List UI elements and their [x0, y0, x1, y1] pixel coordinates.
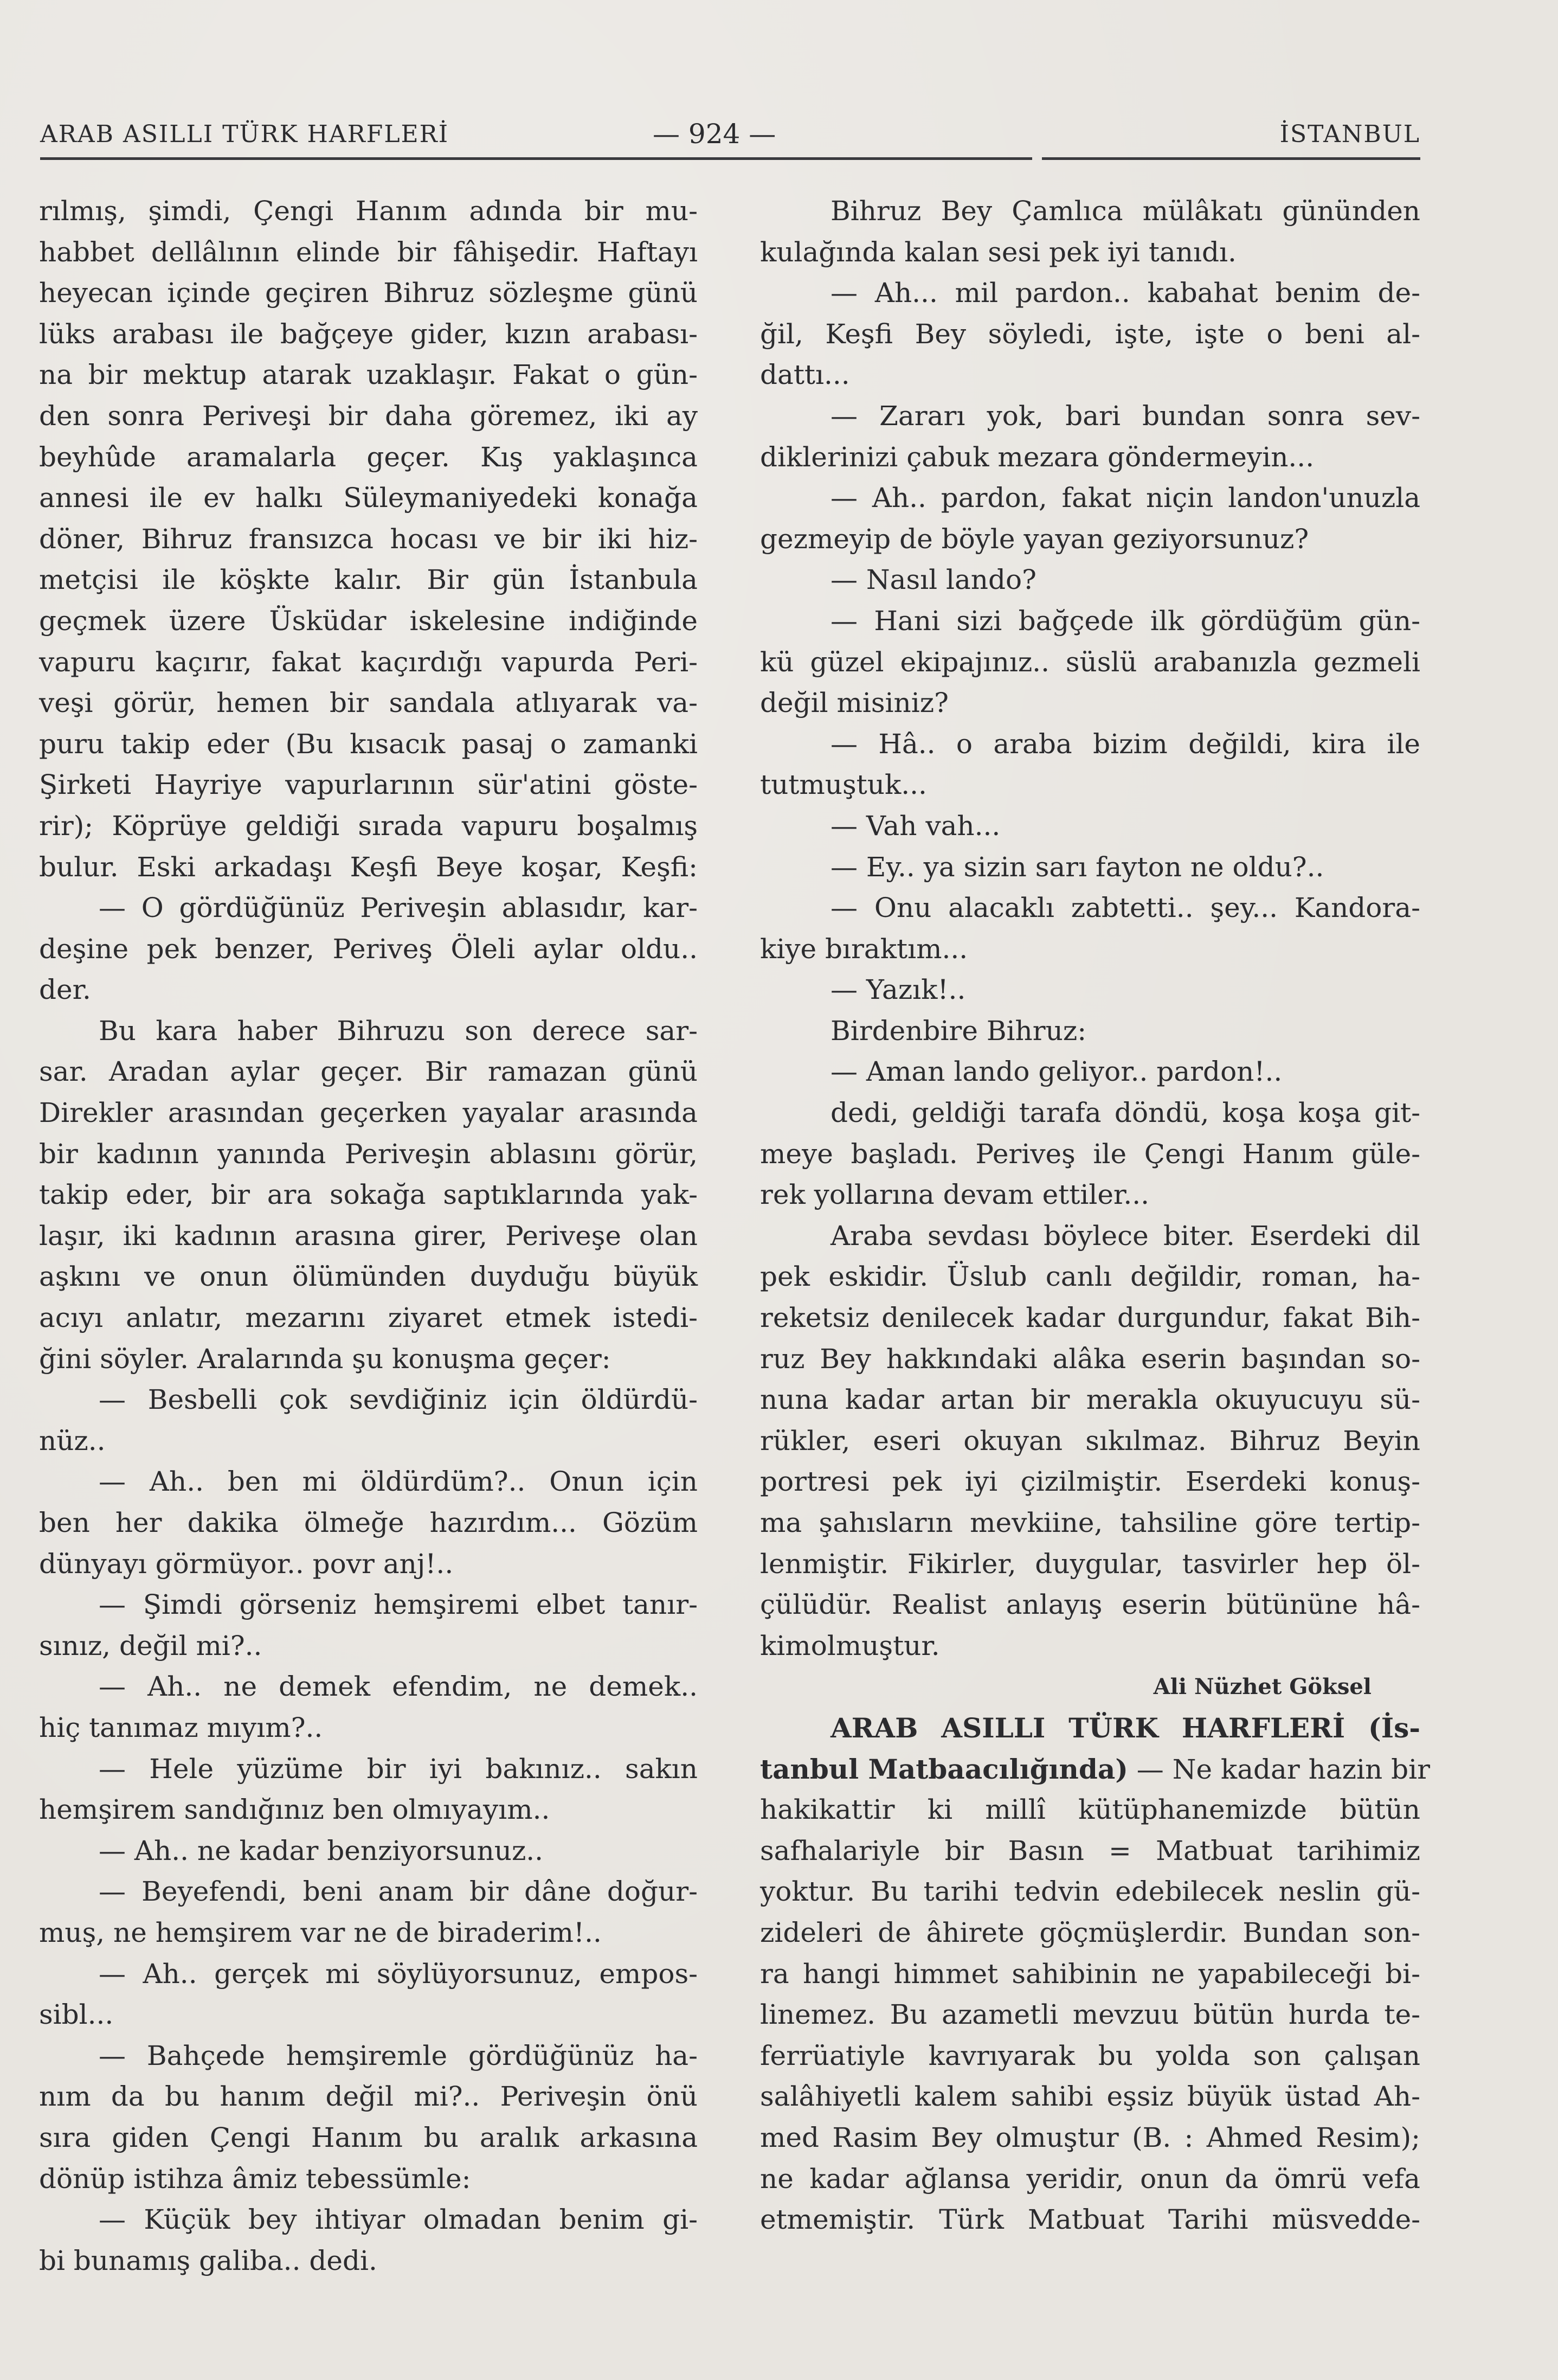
text-line: metçisi ile köşkte kalır. Bir gün İstanbula: [39, 564, 698, 596]
text-line: kulağında kalan sesi pek iyi tanıdı.: [760, 236, 1237, 268]
running-title: ARAB ASILLI TÜRK HARFLERİ: [40, 120, 449, 148]
text-line: — Ah... mil pardon.. kabahat benim de-: [830, 277, 1420, 309]
text-line: — Ah.. pardon, fakat niçin landon'unuzla: [830, 482, 1420, 514]
text-line: deşine pek benzer, Periveş Öleli aylar oldu..: [39, 933, 698, 965]
text-line: dattı...: [760, 359, 850, 391]
text-line: nüz..: [39, 1425, 106, 1457]
text-line: — Aman lando geliyor.. pardon!..: [830, 1056, 1283, 1088]
text-line: reketsiz denilecek kadar durgundur, fakat Bih-: [760, 1302, 1420, 1334]
text-line: rek yollarına devam ettiler...: [760, 1179, 1150, 1211]
text-line: aşkını ve onun ölümünden duyduğu büyük: [39, 1261, 698, 1293]
entry-text-line: ne kadar ağlansa yeridir, onun da ömrü vefa: [760, 2163, 1420, 2195]
text-line: — Ah.. ne kadar benziyorsunuz..: [99, 1834, 544, 1866]
text-line: — Zararı yok, bari bundan sonra sev-: [830, 400, 1420, 432]
text-line: nuna kadar artan bir merakla okuyucuyu sü-: [760, 1384, 1420, 1416]
text-line: na bir mektup atarak uzaklaşır. Fakat o gün-: [39, 359, 698, 391]
text-line: portresi pek iyi çizilmiştir. Eserdeki konuş-: [760, 1466, 1420, 1498]
text-line: nım da bu hanım değil mi?.. Periveşin önü: [39, 2081, 698, 2113]
entry-text-line: linemez. Bu azametli mevzuu bütün hurda te-: [760, 1999, 1420, 2031]
text-line: hiç tanımaz mıyım?..: [39, 1711, 323, 1743]
text-line: beyhûde aramalarla geçer. Kış yaklaşınca: [39, 441, 698, 473]
text-line: — Hele yüzüme bir iyi bakınız.. sakın: [99, 1753, 698, 1785]
text-line: sınız, değil mi?..: [39, 1630, 262, 1661]
text-line: Şirketi Hayriye vapurlarının sür'atini göste-: [39, 769, 698, 801]
entry-text-line: safhalariyle bir Basın = Matbuat tarihimiz: [760, 1834, 1420, 1866]
text-line: laşır, iki kadının arasına girer, Periveşe olan: [39, 1220, 698, 1252]
text-line: muş, ne hemşirem var ne de biraderim!..: [39, 1916, 602, 1948]
text-line: kü güzel ekipajınız.. süslü arabanızla gezmeli: [760, 646, 1420, 678]
text-line: — Ey.. ya sizin sarı fayton ne oldu?..: [830, 851, 1324, 883]
text-line: — Ah.. gerçek mi söylüyorsunuz, empos-: [99, 1958, 698, 1990]
text-line: sar. Aradan aylar geçer. Bir ramazan günü: [39, 1056, 698, 1088]
text-line: döner, Bihruz fransızca hocası ve bir iki hiz-: [39, 523, 698, 555]
text-line: ğil, Keşfi Bey söyledi, işte, işte o beni al-: [760, 318, 1420, 350]
text-line: kiye bıraktım...: [760, 933, 968, 965]
text-line: — Bahçede hemşiremle gördüğünüz ha-: [99, 2039, 698, 2071]
entry-text-line: hakikattir ki millî kütüphanemizde bütün: [760, 1794, 1420, 1826]
text-line: Direkler arasından geçerken yayalar arasında: [39, 1097, 698, 1129]
text-line: — O gördüğünüz Periveşin ablasıdır, kar-: [99, 892, 698, 924]
entry-body: [760, 1789, 1420, 2241]
entry-text-line: salâhiyetli kalem sahibi eşsiz büyük üstad Ah-: [760, 2081, 1420, 2113]
text-line: habbet dellâlının elinde bir fâhişedir. Haftayı: [39, 236, 698, 268]
page-header: [40, 114, 1420, 157]
running-place: İSTANBUL: [1279, 120, 1420, 148]
author-signature: Ali Nüzhet Göksel: [1153, 1674, 1372, 1700]
text-line: — Yazık!..: [830, 974, 966, 1006]
text-line: sibl...: [39, 1999, 114, 2031]
text-line: dönüp istihza âmiz tebessümle:: [39, 2163, 471, 2195]
text-line: acıyı anlatır, mezarını ziyaret etmek istedi-: [39, 1302, 698, 1334]
text-line: lenmiştir. Fikirler, duygular, tasvirler hep öl-: [760, 1548, 1420, 1580]
text-line: heyecan içinde geçiren Bihruz sözleşme günü: [39, 277, 698, 309]
text-line: meye başladı. Periveş ile Çengi Hanım güle-: [760, 1138, 1420, 1170]
entry-text-line: zideleri de âhirete göçmüşlerdir. Bundan son-: [760, 1916, 1420, 1948]
text-line: ben her dakika ölmeğe hazırdım... Gözüm: [39, 1507, 698, 1538]
text-line: — Vah vah...: [830, 810, 1001, 842]
text-line: — Hâ.. o araba bizim değildi, kira ile: [830, 728, 1420, 760]
text-line: rir); Köprüye geldiği sırada vapuru boşalmış: [39, 810, 698, 842]
page-number: — 924 —: [653, 118, 776, 150]
text-line: ruz Bey hakkındaki alâka eserin başından so-: [760, 1343, 1420, 1375]
right-column: [760, 191, 1430, 2241]
text-line: diklerinizi çabuk mezara göndermeyin...: [760, 441, 1315, 473]
text-line: — Nasıl lando?: [830, 564, 1036, 596]
entry-headword-continued: tanbul Matbaacılığında): [760, 1753, 1128, 1785]
text-line: annesi ile ev halkı Süleymaniyedeki konağa: [39, 482, 698, 514]
text-line: dünyayı görmüyor.. povr anj!..: [39, 1548, 454, 1580]
text-line: ma şahısların mevkiine, tahsiline göre tertip-: [760, 1507, 1420, 1538]
left-column: [39, 191, 698, 2281]
text-line: lüks arabası ile bağçeye gider, kızın arabası-: [39, 318, 698, 350]
text-line: — Ah.. ne demek efendim, ne demek..: [99, 1671, 698, 1703]
text-line: — Küçük bey ihtiyar olmadan benim gi-: [99, 2204, 698, 2236]
text-line: bulur. Eski arkadaşı Keşfi Beye koşar, Keşfi:: [39, 851, 698, 883]
text-line: den sonra Periveşi bir daha göremez, iki ay: [39, 400, 698, 432]
text-line: takip eder, bir ara sokağa saptıklarında yak-: [39, 1179, 698, 1211]
text-line: rılmış, şimdi, Çengi Hanım adında bir mu-: [39, 195, 698, 227]
text-line: sıra giden Çengi Hanım bu aralık arkasına: [39, 2121, 698, 2153]
text-line: değil misiniz?: [760, 687, 949, 719]
text-line: bir kadının yanında Periveşin ablasını görür,: [39, 1138, 698, 1170]
entry-text-line: etmemiştir. Türk Matbuat Tarihi müsvedde-: [760, 2204, 1420, 2236]
entry-text-line: ra hangi himmet sahibinin ne yapabileceği bi-: [760, 1958, 1420, 1990]
entry-headword: ARAB ASILLI TÜRK HARFLERİ (İs-: [830, 1711, 1420, 1744]
right-column-body: [760, 191, 1420, 1666]
text-line: der.: [39, 974, 91, 1006]
header-rule-right: [1042, 157, 1420, 160]
text-line: geçmek üzere Üsküdar iskelesine indiğinde: [39, 605, 698, 637]
text-line: tutmuştuk...: [760, 769, 927, 801]
text-line: Bihruz Bey Çamlıca mülâkatı gününden: [830, 195, 1420, 227]
text-line: — Onu alacaklı zabtetti.. şey... Kandora-: [830, 892, 1420, 924]
encyclopedia-entry: [760, 1708, 1430, 2241]
entry-second-line-text: — Ne kadar hazin bir: [1128, 1753, 1430, 1785]
text-line: dedi, geldiği tarafa döndü, koşa koşa git-: [830, 1097, 1420, 1129]
text-line: vapuru kaçırır, fakat kaçırdığı vapurda Peri-: [39, 646, 698, 678]
text-line: Araba sevdası böylece biter. Eserdeki dil: [830, 1220, 1420, 1252]
text-line: — Besbelli çok sevdiğiniz için öldürdü-: [99, 1384, 698, 1416]
text-line: veşi görür, hemen bir sandala atlıyarak va-: [39, 687, 698, 719]
text-line: rükler, eseri okuyan sıkılmaz. Bihruz Beyin: [760, 1425, 1420, 1457]
entry-second-line: [760, 1749, 1430, 1790]
text-line: gezmeyip de böyle yayan geziyorsunuz?: [760, 523, 1309, 555]
text-line: kimolmuştur.: [760, 1630, 940, 1661]
text-line: Bu kara haber Bihruzu son derece sar-: [99, 1015, 698, 1047]
text-line: ğini söyler. Aralarında şu konuşma geçer:: [39, 1343, 611, 1375]
text-line: Birdenbire Bihruz:: [830, 1015, 1087, 1047]
text-line: — Şimdi görseniz hemşiremi elbet tanır-: [99, 1589, 698, 1621]
text-line: hemşirem sandığınız ben olmıyayım..: [39, 1794, 550, 1826]
entry-text-line: ferrüatiyle kavrıyarak bu yolda son çalışan: [760, 2039, 1420, 2071]
entry-text-line: yoktur. Bu tarihi tedvin edebilecek neslin gü-: [760, 1876, 1420, 1908]
text-line: — Beyefendi, beni anam bir dâne doğur-: [99, 1876, 698, 1908]
text-line: pek eskidir. Üslub canlı değildir, roman, ha-: [760, 1261, 1420, 1293]
text-line: — Hani sizi bağçede ilk gördüğüm gün-: [830, 605, 1420, 637]
text-line: çülüdür. Realist anlayış eserin bütününe hâ-: [760, 1589, 1420, 1621]
text-line: puru takip eder (Bu kısacık pasaj o zamanki: [39, 728, 698, 760]
text-line: bi bunamış galiba.. dedi.: [39, 2244, 377, 2276]
text-line: — Ah.. ben mi öldürdüm?.. Onun için: [99, 1466, 698, 1498]
entry-text-line: med Rasim Bey olmuştur (B. : Ahmed Resim);: [760, 2121, 1420, 2153]
header-rule-left: [40, 157, 1032, 160]
